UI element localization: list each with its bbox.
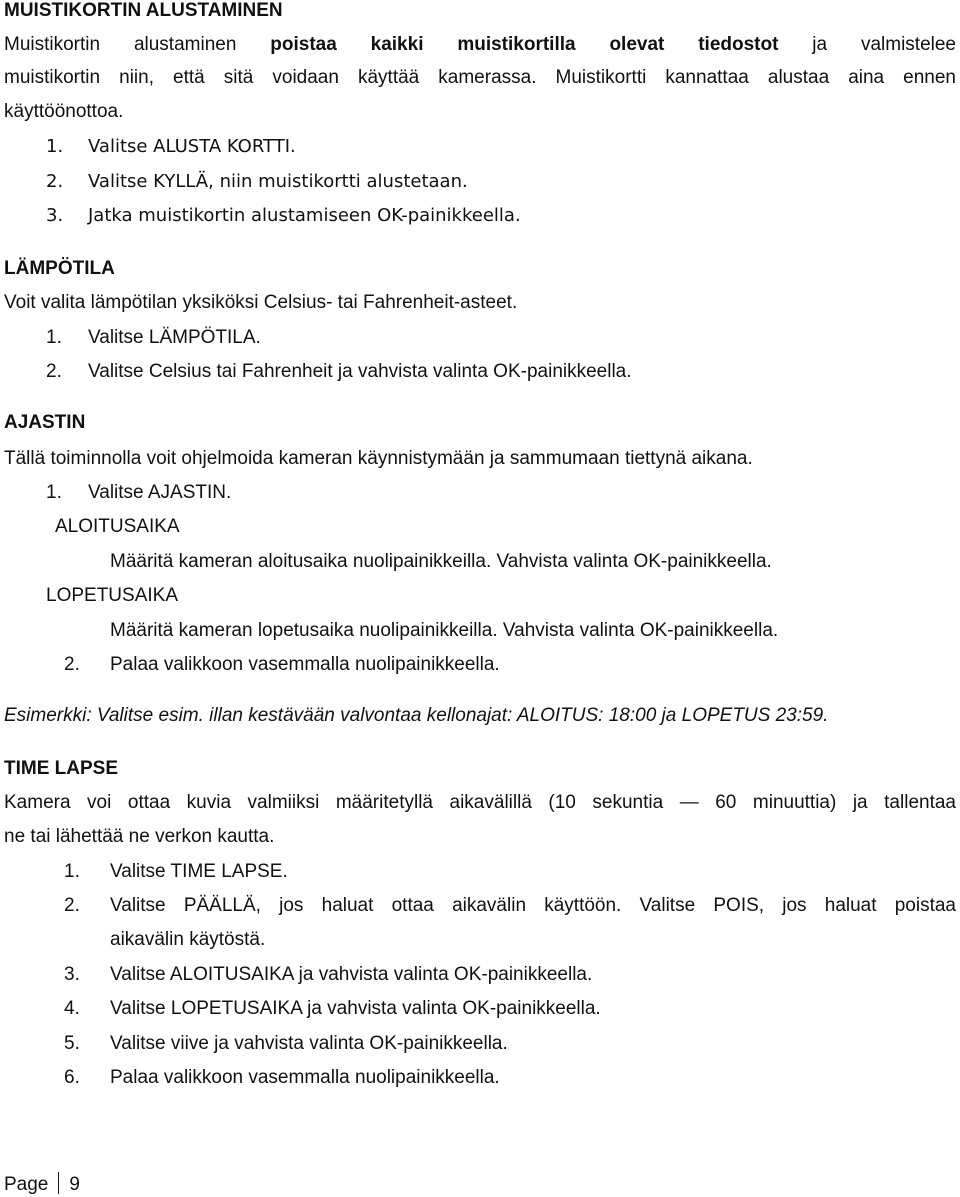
memory-para-line2: muistikortin niin, että sitä voidaan käyttää kamerassa. Muistikortti kannattaa alustaa aina ennen (4, 67, 956, 88)
memory-warning-bold: poistaa kaikki muistikortilla olevat tiedostot (270, 34, 779, 55)
page-number: 9 (69, 1174, 80, 1195)
temperature-heading: LÄMPÖTILA (4, 258, 115, 279)
timelapse-step-num: 6. (64, 1067, 80, 1088)
timelapse-step-num: 2. (64, 895, 80, 916)
timelapse-step-text: Valitse PÄÄLLÄ, jos haluat ottaa aikavälin käyttöön. Valitse POIS, jos haluat poistaa (110, 895, 956, 916)
timer-example: Esimerkki: Valitse esim. illan kestävään valvontaa kellonajat: ALOITUS: 18:00 ja LOPETUS 23:59. (4, 705, 829, 726)
page-footer (4, 1172, 80, 1196)
timelapse-step-text-cont: aikavälin käytöstä. (110, 929, 266, 950)
timer-step-text: Palaa valikkoon vasemmalla nuolipainikkeella. (110, 654, 500, 675)
timelapse-step-text: Valitse ALOITUSAIKA ja vahvista valinta OK-painikkeella. (110, 964, 593, 985)
timer-step-num: 1. (46, 482, 62, 503)
memory-step-num: 2. (46, 171, 64, 192)
timelapse-step-text: Valitse LOPETUSAIKA ja vahvista valinta OK-painikkeella. (110, 998, 601, 1019)
memory-heading: MUISTIKORTIN ALUSTAMINEN (4, 0, 283, 21)
timelapse-step-num: 1. (64, 861, 80, 882)
page-label: Page (4, 1174, 49, 1195)
timer-start-desc: Määritä kameran aloitusaika nuolipainikkeilla. Vahvista valinta OK-painikkeella. (110, 551, 772, 572)
memory-step-text: Valitse ALUSTA KORTTI. (88, 136, 296, 157)
memory-para-line1: Muistikortin alustaminen poistaa kaikki muistikortilla olevat tiedostot ja valmistelee (4, 34, 956, 55)
timelapse-step-text: Palaa valikkoon vasemmalla nuolipainikkeella. (110, 1067, 500, 1088)
timelapse-heading: TIME LAPSE (4, 758, 119, 779)
timelapse-step-num: 3. (64, 964, 80, 985)
timelapse-step-text: Valitse TIME LAPSE. (110, 861, 288, 882)
temperature-intro: Voit valita lämpötilan yksiköksi Celsius- tai Fahrenheit-asteet. (4, 292, 518, 313)
page-divider (58, 1172, 59, 1194)
temperature-step-text: Valitse Celsius tai Fahrenheit ja vahvista valinta OK-painikkeella. (88, 361, 632, 382)
memory-step-num: 3. (46, 205, 64, 226)
timelapse-step-num: 4. (64, 998, 80, 1019)
timer-intro: Tällä toiminnolla voit ohjelmoida kameran käynnistymään ja sammumaan tiettynä aikana. (4, 448, 753, 469)
temperature-step-num: 1. (46, 327, 62, 348)
timelapse-step-num: 5. (64, 1033, 80, 1054)
memory-step-text: Jatka muistikortin alustamiseen OK-painikkeella. (88, 205, 521, 226)
memory-step-text: Valitse KYLLÄ, niin muistikortti alustetaan. (88, 171, 468, 192)
timer-end-desc: Määritä kameran lopetusaika nuolipainikkeilla. Vahvista valinta OK-painikkeella. (110, 620, 779, 641)
timer-step-num: 2. (64, 654, 80, 675)
memory-step-num: 1. (46, 136, 64, 157)
timelapse-intro-line1: Kamera voi ottaa kuvia valmiiksi määritetyllä aikavälillä (10 sekuntia — 60 minuuttia) ja tallentaa (4, 792, 956, 813)
temperature-step-text: Valitse LÄMPÖTILA. (88, 327, 261, 348)
timer-step-text: Valitse AJASTIN. (88, 482, 232, 503)
timelapse-intro-line2: ne tai lähettää ne verkon kautta. (4, 826, 275, 847)
timer-heading: AJASTIN (4, 412, 86, 433)
temperature-step-num: 2. (46, 361, 62, 382)
timer-end-label: LOPETUSAIKA (46, 585, 178, 606)
memory-para-line3: käyttöönottoa. (4, 101, 124, 122)
timer-start-label: ALOITUSAIKA (55, 516, 180, 537)
timelapse-step-text: Valitse viive ja vahvista valinta OK-painikkeella. (110, 1033, 508, 1054)
